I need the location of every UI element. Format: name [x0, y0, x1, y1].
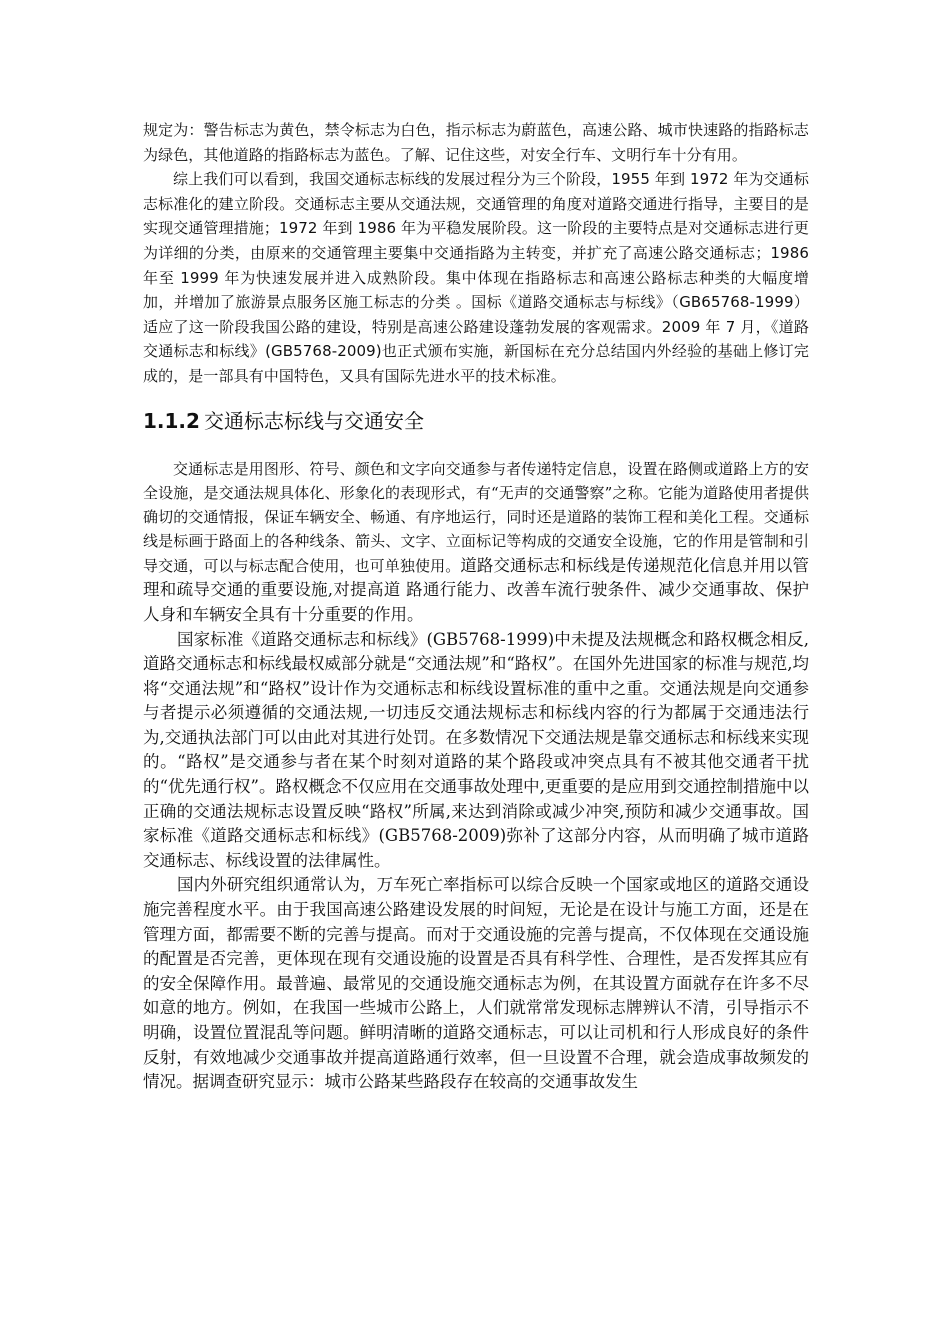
paragraph-definition-text: 交通标志是用图形、符号、颜色和文字向交通参与者传递特定信息，设置在路侧或道路上方的安全设施，是交通法规具体化、形象化的表现形式，有“无声的交通警察”之称。它能为道路使用者提供确切的交通情报，保证车辆安全、畅通、有序地运行，同时还是道路的装饰工程和美化工程。交通标线是标画于路面上的各种线条、箭头、文字、立面标记等构成的交通安全设施，它的作用是管制和引导交通，可以与标志配合使用，也可单独使用。: [143, 459, 809, 575]
paragraph-standard: 国家标准《道路交通标志和标线》(GB5768-1999)中未提及法规概念和路权概念相反,道路交通标志和标线最权威部分就是“交通法规”和“路权”。在国外先进国家的标准与规范,均将“交通法规”和“路权”设计作为交通标志和标线设置标准的重中之重。交通法规是向交通参与者提示必须遵循的交通法规,一切违反交通法规标志和标线内容的行为都属于交通违法行为,交通执法部门可以由此对其进行处罚。在多数情况下交通法规是靠交通标志和标线来实现的。“路权”是交通参与者在某个时刻对道路的某个路段或冲突点具有不被其他交通者干扰的“优先通行权”。路权概念不仅应用在交通事故处理中,更重要的是应用到交通控制措施中以正确的交通法规标志设置反映“路权”所属,来达到消除或减少冲突,预防和减少交通事故。国家标准《道路交通标志和标线》(GB5768-2009)弥补了这部分内容，从而明确了城市道路交通标志、标线设置的法律属性。: [143, 629, 809, 870]
paragraph-intro-tail: 规定为：警告标志为黄色，禁令标志为白色，指示标志为蔚蓝色，高速公路、城市快速路的指路标志为绿色，其他道路的指路标志为蓝色。了解、记住这些，对安全行车、文明行车十分有用。: [143, 121, 809, 164]
paragraph-summary: 综上我们可以看到，我国交通标志标线的发展过程分为三个阶段，1955 年到 1972 年为交通标志标准化的建立阶段。交通标志主要从交通法规，交通管理的角度对道路交通进行指导，主要目的是实现交通管理措施；1972 年到 1986 年为平稳发展阶段。这一阶段的主要特点是对交通标志进行更为详细的分类，由原来的交通管理主要集中交通指路为主转变，并扩充了高速公路交通标志；1986 年至 1999 年为快速发展并进入成熟阶段。集中体现在指路标志和高速公路标志种类的大幅度增加，并增加了旅游景点服务区施工标志的分类 。国标《道路交通标志与标线》（GB65768-1999）适应了这一阶段我国公路的建设，特别是高速公路建设蓬勃发展的客观需求。2009 年 7 月，《道路交通标志和标线》(GB5768-2009)也正式颁布实施，新国标在充分总结国内外经验的基础上修订完成的，是一部具有中国特色，又具有国际先进水平的技术标准。: [143, 170, 809, 385]
document-body: [143, 118, 809, 1095]
section-heading: [143, 407, 809, 435]
paragraph-definition-cont: 道路交通标志和标线是传递规范化信息并用以管理和疏导交通的重要设施,对提高道 路通行能力、改善车流行驶条件、减少交通事故、保护人身和车辆安全具有十分重要的作用。: [143, 555, 809, 624]
section-number: 1.1.2: [143, 408, 200, 433]
paragraph-research: 国内外研究组织通常认为，万车死亡率指标可以综合反映一个国家或地区的道路交通设施完善程度水平。由于我国高速公路建设发展的时间短，无论是在设计与施工方面，还是在管理方面，都需要不断的完善与提高。而对于交通设施的完善与提高，不仅体现在交通设施的配置是否完善，更体现在现有交通设施的设置是否具有科学性、合理性，是否发挥其应有的安全保障作用。最普遍、最常见的交通设施交通标志为例，在其设置方面就存在许多不尽如意的地方。例如，在我国一些城市公路上，人们就常常发现标志牌辨认不清，引导指示不明确，设置位置混乱等问题。鲜明清晰的道路交通标志，可以让司机和行人形成良好的条件反射，有效地减少交通事故并提高道路通行效率，但一旦设置不合理，就会造成事故频发的情况。据调查研究显示：城市公路某些路段存在较高的交通事故发生: [143, 875, 809, 1092]
section-title: 交通标志标线与交通安全: [203, 408, 424, 433]
paragraph-definition: [143, 457, 809, 628]
